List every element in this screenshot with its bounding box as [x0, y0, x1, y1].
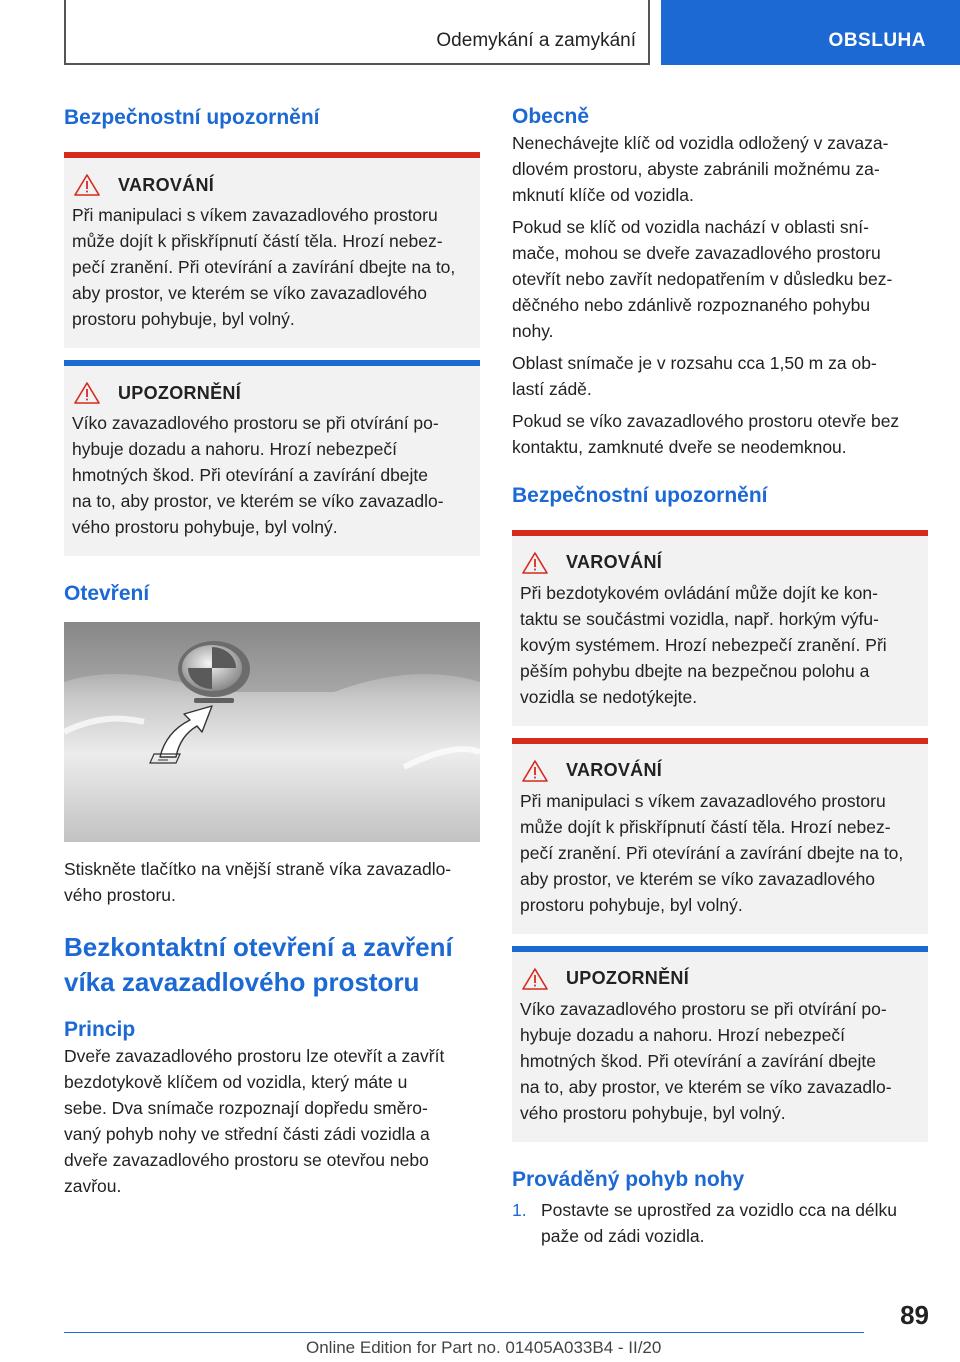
- warning-label: VAROVÁNÍ: [566, 552, 663, 573]
- warning-label: VAROVÁNÍ: [566, 760, 663, 781]
- safety-heading: Bezpečnostní upozornění: [64, 106, 320, 129]
- section-label: OBSLUHA: [828, 30, 926, 51]
- tailgate-button-photo: [64, 622, 480, 842]
- warning-triangle-icon: [522, 552, 548, 574]
- right-column: [512, 90, 928, 1249]
- step-number: 1.: [512, 1199, 527, 1220]
- principle-heading: Princip: [64, 1017, 136, 1041]
- general-heading: Obecně: [512, 105, 590, 128]
- caution-label: UPOZORNĚNÍ: [118, 382, 242, 403]
- caution-box-right: [512, 946, 928, 1142]
- warning-text: Při manipulaci s víkem zavazadlového prostoru může dojít k přiskřípnutí částí těla. Hrozí nebez- pečí zranění. Při otevírání a zavírání dbejte na to, aby prostor, ve kterém se víko zavazadlového prostoru pohybuje, byl volný.: [520, 790, 904, 915]
- warning-box: [64, 152, 480, 348]
- list-item: [512, 1197, 928, 1249]
- safety-heading-right: Bezpečnostní upozornění: [512, 484, 768, 508]
- page-number: 89: [900, 1300, 929, 1330]
- caution-box: [64, 360, 480, 556]
- steps-list: [512, 1197, 928, 1249]
- warning-box-contactless: [512, 530, 928, 726]
- caution-label: UPOZORNĚNÍ: [566, 968, 690, 989]
- edition-footer: Online Edition for Part no. 01405A033B4 - II/20: [306, 1338, 662, 1357]
- warning-triangle-icon: [522, 760, 548, 782]
- caution-text: Víko zavazadlového prostoru se při otvírání po- hybuje dozadu a nahoru. Hrozí nebezpečí hmotných škod. Při otevírání a zavírání dbejte na to, aby prostor, ve kterém se víko zavazadlo- vého prostoru pohybuje, byl volný.: [520, 998, 892, 1123]
- general-paragraph-3: Oblast snímače je v rozsahu cca 1,50 m za ob- lastí zádě.: [512, 353, 877, 400]
- general-paragraph-1: Nenechávejte klíč od vozidla odložený v zavaza- dlovém prostoru, abyste zabránili možnému za- mknutí klíče od vozidla.: [512, 133, 889, 206]
- contactless-heading: Bezkontaktní otevření a zavření víka zavazadlového prostoru: [64, 931, 453, 997]
- principle-text: Dveře zavazadlového prostoru lze otevřít a zavřít bezdotykově klíčem od vozidla, který máte u sebe. Dva snímače rozpoznají dopředu směro- vaný pohyb nohy ve střední části zádi vozidla a dveře zavazadlového prostoru se otevřou nebo zavřou.: [64, 1046, 445, 1197]
- warning-triangle-icon: [74, 174, 100, 196]
- tailgate-illustration: [64, 622, 480, 842]
- general-paragraph-4: Pokud se víko zavazadlového prostoru otevře bez kontaktu, zamknuté dveře se neodemknou.: [512, 411, 900, 458]
- warning-text: Při manipulaci s víkem zavazadlového prostoru může dojít k přiskřípnutí částí těla. Hrozí nebez- pečí zranění. Při otevírání a zavírání dbejte na to, aby prostor, ve kterém se víko zavazadlového prostoru pohybuje, byl volný.: [72, 205, 456, 330]
- caution-triangle-icon: [74, 382, 100, 404]
- warning-text: Při bezdotykovém ovládání může dojít ke kon- taktu se součástmi vozidla, např. horkým výfu- kovým systémem. Hrozí nebezpečí zranění. Při pěším pohybu dbejte na bezpečnou polohu a vozidla se nedotýkejte.: [520, 582, 887, 707]
- warning-box-pinch: [512, 738, 928, 934]
- open-heading: Otevření: [64, 582, 150, 606]
- chapter-title: Odemykání a zamykání: [436, 30, 636, 51]
- left-column: [64, 90, 480, 1199]
- caution-text: Víko zavazadlového prostoru se při otvírání po- hybuje dozadu a nahoru. Hrozí nebezpečí hmotných škod. Při otevírání a zavírání dbejte na to, aby prostor, ve kterém se víko zavazadlo- vého prostoru pohybuje, byl volný.: [72, 413, 444, 538]
- foot-movement-heading: Prováděný pohyb nohy: [512, 1167, 745, 1191]
- header-title-area: [64, 0, 650, 65]
- warning-label: VAROVÁNÍ: [118, 174, 215, 195]
- photo-caption: Stiskněte tlačítko na vnější straně víka zavazadlo- vého prostoru.: [64, 858, 452, 905]
- general-paragraph-2: Pokud se klíč od vozidla nachází v oblasti sní- mače, mohou se dveře zavazadlového prostoru otevřít nebo zavřít nedopatřením v důsledku bez- děčného nebo zdánlivě rozpoznaného pohybu nohy.: [512, 217, 893, 342]
- section-tab: [661, 0, 960, 65]
- caution-triangle-icon: [522, 968, 548, 990]
- footer-divider: [64, 1332, 864, 1333]
- step-text: Postavte se uprostřed za vozidlo cca na délku paže od zádi vozidla.: [541, 1199, 898, 1246]
